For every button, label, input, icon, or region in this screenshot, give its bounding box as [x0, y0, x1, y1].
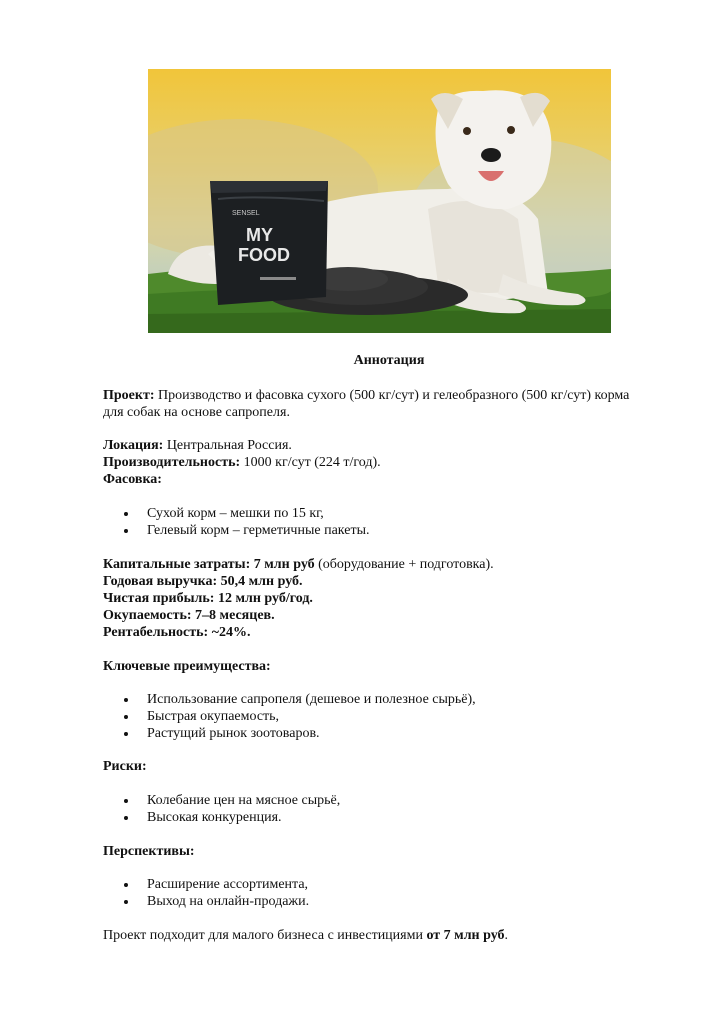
capacity-text: 1000 кг/сут (224 т/год). — [240, 455, 381, 470]
revenue-line: Годовая выручка: 50,4 млн руб. — [103, 574, 303, 589]
bag-title-line1: MY — [246, 225, 273, 245]
capex-line — [103, 556, 494, 573]
conclusion-line — [103, 927, 508, 944]
conclusion-text: Проект подходит для малого бизнеса с инвестициями — [103, 928, 427, 943]
profit-line: Чистая прибыль: 12 млн руб/год. — [103, 591, 313, 606]
risks-label: Риски: — [103, 759, 147, 774]
page-title: Аннотация — [353, 353, 425, 368]
hero-image — [148, 69, 611, 333]
dog-food-illustration — [148, 69, 611, 333]
location-text: Центральная Россия. — [163, 438, 292, 453]
capacity-label: Производительность: — [103, 455, 241, 470]
conclusion-bold: от 7 млн руб — [426, 928, 505, 943]
prospects-label: Перспективы: — [103, 844, 195, 859]
advantages-label: Ключевые преимущества: — [103, 659, 271, 674]
packing-label: Фасовка: — [103, 472, 162, 487]
project-line-2: для собак на основе сапропеля. — [103, 405, 290, 420]
capex-label: Капитальные затраты: 7 млн руб — [103, 557, 315, 572]
bag-brand: SENSEL — [232, 210, 260, 217]
capex-text: (оборудование + подготовка). — [314, 557, 494, 572]
bag-title-line2: FOOD — [238, 245, 290, 265]
project-label: Проект: — [103, 388, 155, 403]
project-line-1 — [103, 387, 629, 404]
location-line — [103, 437, 292, 454]
profitability-line: Рентабельность: ~24%. — [103, 625, 251, 640]
location-label: Локация: — [103, 438, 164, 453]
conclusion-end: . — [504, 928, 509, 943]
payback-line: Окупаемость: 7–8 месяцев. — [103, 608, 275, 623]
capacity-line — [103, 454, 381, 471]
project-text: Производство и фасовка сухого (500 кг/сут) и гелеобразного (500 кг/сут) корма — [154, 388, 630, 403]
